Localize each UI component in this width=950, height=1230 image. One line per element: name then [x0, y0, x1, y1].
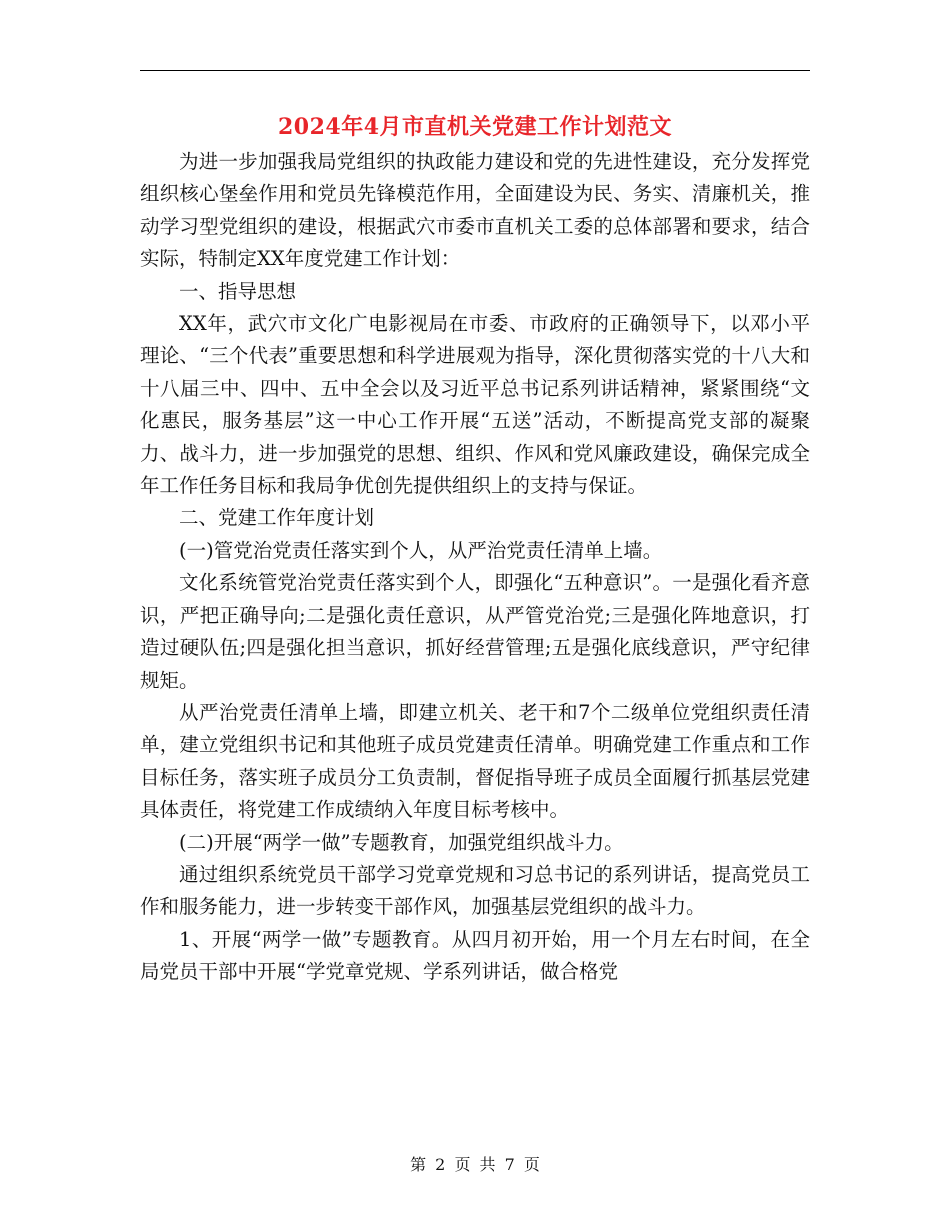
section-heading: 二、党建工作年度计划 — [179, 506, 375, 530]
header-rule — [140, 70, 810, 71]
document-body — [140, 146, 810, 989]
section-heading: 一、指导思想 — [179, 279, 297, 303]
paragraph: 为进一步加强我局党组织的执政能力建设和党的先进性建设，充分发挥党组织核心堡垒作用和党员先锋模范作用，全面建设为民、务实、清廉机关，推动学习型党组织的建设，根据武穴市委市直机关工委的总体部署和要求，结合实际，特制定XX年度党建工作计划： — [140, 150, 810, 271]
page-number: 第 2 页 共 7 页 — [410, 1155, 540, 1174]
paragraph: 通过组织系统党员干部学习党章党规和习总书记的系列讲话，提高党员工作和服务能力，进一步转变干部作风，加强基层党组织的战斗力。 — [140, 862, 810, 919]
subsection-heading: (二)开展“两学一做”专题教育，加强党组织战斗力。 — [179, 830, 624, 854]
paragraph: 1、开展“两学一做”专题教育。从四月初开始，用一个月左右时间，在全局党员干部中开展“学党章党规、学系列讲话，做合格党 — [140, 927, 810, 984]
document-title: 2024年4月市直机关党建工作计划范文 — [277, 114, 673, 140]
subsection-heading: (一)管党治党责任落实到个人，从严治党责任清单上墙。 — [179, 538, 663, 562]
paragraph: XX年，武穴市文化广电影视局在市委、市政府的正确领导下，以邓小平理论、“三个代表”重要思想和科学进展观为指导，深化贯彻落实党的十八大和十八届三中、四中、五中全会以及习近平总书记系列讲话精神，紧紧围绕“文化惠民，服务基层”这一中心工作开展“五送”活动，不断提高党支部的凝聚力、战斗力，进一步加强党的思想、组织、作风和党风廉政建设，确保完成全年工作任务目标和我局争优创先提供组织上的支持与保证。 — [140, 312, 810, 498]
paragraph: 文化系统管党治党责任落实到个人，即强化“五种意识”。一是强化看齐意识，严把正确导向;二是强化责任意识，从严管党治党;三是强化阵地意识，打造过硬队伍;四是强化担当意识，抓好经营管理;五是强化底线意识，严守纪律规矩。 — [140, 571, 810, 692]
paragraph: 从严治党责任清单上墙，即建立机关、老干和7个二级单位党组织责任清单，建立党组织书记和其他班子成员党建责任清单。明确党建工作重点和工作目标任务，落实班子成员分工负责制，督促指导班子成员全面履行抓基层党建具体责任，将党建工作成绩纳入年度目标考核中。 — [140, 700, 810, 822]
